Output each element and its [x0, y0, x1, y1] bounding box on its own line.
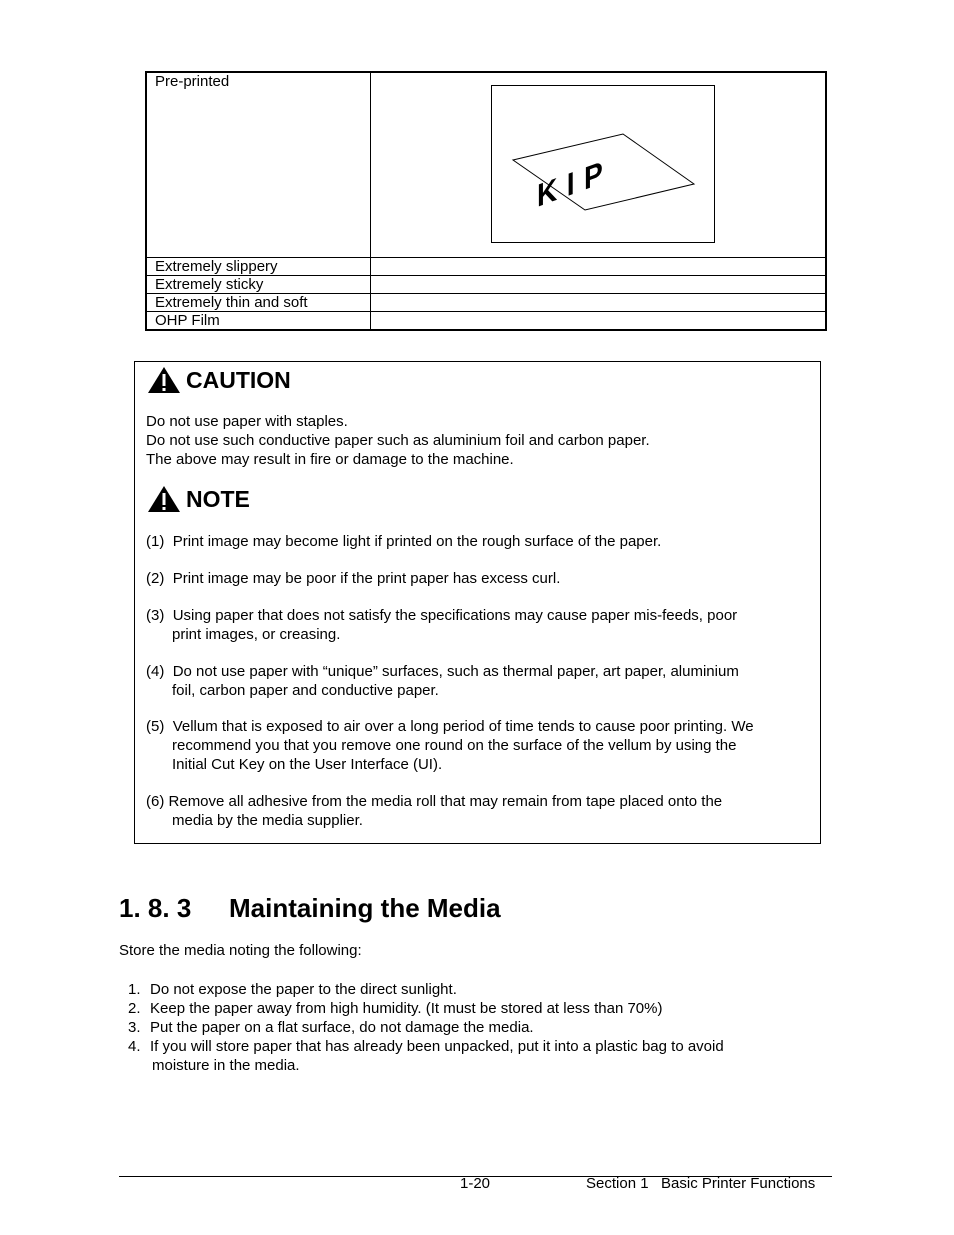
- note-text-continued: Initial Cut Key on the User Interface (UI).: [172, 756, 443, 773]
- note-item: [146, 569, 806, 588]
- media-type-label: Extremely slippery: [146, 258, 370, 276]
- media-type-label: Pre-printed: [146, 72, 370, 258]
- list-item: [128, 980, 828, 999]
- note-item: [146, 606, 806, 644]
- table-row: [146, 276, 826, 294]
- note-text: Print image may be poor if the print paper has excess curl.: [172, 570, 561, 587]
- note-text: Do not use paper with “unique” surfaces, such as thermal paper, art paper, aluminium: [172, 663, 739, 680]
- note-item: [146, 792, 806, 830]
- list-item: [128, 1018, 828, 1037]
- empty-cell: [370, 294, 826, 312]
- note-number: (2): [146, 570, 165, 587]
- note-text: Using paper that does not satisfy the specifications may cause paper mis-feeds, poor: [172, 607, 738, 624]
- table-row: [146, 294, 826, 312]
- warning-triangle-icon: [147, 485, 181, 513]
- note-title: NOTE: [186, 485, 250, 512]
- kip-logo-text: KIP: [536, 150, 612, 215]
- step-text: Put the paper on a flat surface, do not damage the media.: [150, 1019, 534, 1036]
- media-type-table: [145, 71, 827, 331]
- section-title: Maintaining the Media: [229, 893, 501, 923]
- step-text: Keep the paper away from high humidity. (It must be stored at less than 70%): [150, 1000, 663, 1017]
- note-number: (4): [146, 663, 165, 680]
- section-number: 1. 8. 3: [119, 893, 192, 923]
- caution-text: [146, 412, 650, 469]
- page-number: 1-20: [460, 1175, 491, 1192]
- pre-printed-paper-illustration: [491, 85, 715, 243]
- step-text-continued: moisture in the media.: [152, 1057, 300, 1074]
- empty-cell: [370, 312, 826, 331]
- section-intro: Store the media noting the following:: [119, 942, 362, 959]
- note-text-continued: recommend you that you remove one round on the surface of the vellum by using the: [172, 737, 737, 754]
- step-number: 2.: [128, 1000, 141, 1017]
- note-item: [146, 717, 806, 774]
- list-item: [128, 999, 828, 1018]
- note-number: (6): [146, 793, 165, 810]
- note-heading: [147, 485, 250, 513]
- caution-line: Do not use such conductive paper such as aluminium foil and carbon paper.: [146, 432, 650, 449]
- note-item: [146, 532, 806, 551]
- warning-triangle-icon: [147, 366, 181, 394]
- caution-heading: [147, 366, 291, 394]
- caution-note-box: [134, 361, 821, 844]
- empty-cell: [370, 258, 826, 276]
- caution-line: Do not use paper with staples.: [146, 413, 348, 430]
- footer-section-label: Section 1 Basic Printer Functions: [586, 1175, 816, 1192]
- step-number: 1.: [128, 981, 141, 998]
- caution-line: The above may result in fire or damage to the machine.: [146, 451, 514, 468]
- step-number: 4.: [128, 1038, 141, 1055]
- note-text-continued: media by the media supplier.: [172, 812, 363, 829]
- note-number: (5): [146, 718, 165, 735]
- table-row: [146, 312, 826, 331]
- note-text: Vellum that is exposed to air over a long period of time tends to cause poor printing. We: [172, 718, 754, 735]
- caution-title: CAUTION: [186, 366, 291, 393]
- note-text: Print image may become light if printed on the rough surface of the paper.: [172, 533, 662, 550]
- media-illustration-cell: [370, 72, 826, 258]
- section-heading: [119, 893, 501, 924]
- note-number: (1): [146, 533, 165, 550]
- list-item: [128, 1037, 828, 1075]
- step-number: 3.: [128, 1019, 141, 1036]
- note-item: [146, 662, 806, 700]
- step-text: Do not expose the paper to the direct sunlight.: [150, 981, 457, 998]
- table-row: [146, 72, 826, 258]
- table-row: [146, 258, 826, 276]
- media-type-label: OHP Film: [146, 312, 370, 331]
- note-number: (3): [146, 607, 165, 624]
- note-text-continued: foil, carbon paper and conductive paper.: [172, 682, 439, 699]
- step-text: If you will store paper that has already been unpacked, put it into a plastic bag to avoid: [150, 1038, 724, 1055]
- storage-steps-list: [128, 980, 828, 1075]
- empty-cell: [370, 276, 826, 294]
- media-type-label: Extremely sticky: [146, 276, 370, 294]
- note-text: Remove all adhesive from the media roll that may remain from tape placed onto the: [168, 793, 723, 810]
- note-text-continued: print images, or creasing.: [172, 626, 341, 643]
- media-type-label: Extremely thin and soft: [146, 294, 370, 312]
